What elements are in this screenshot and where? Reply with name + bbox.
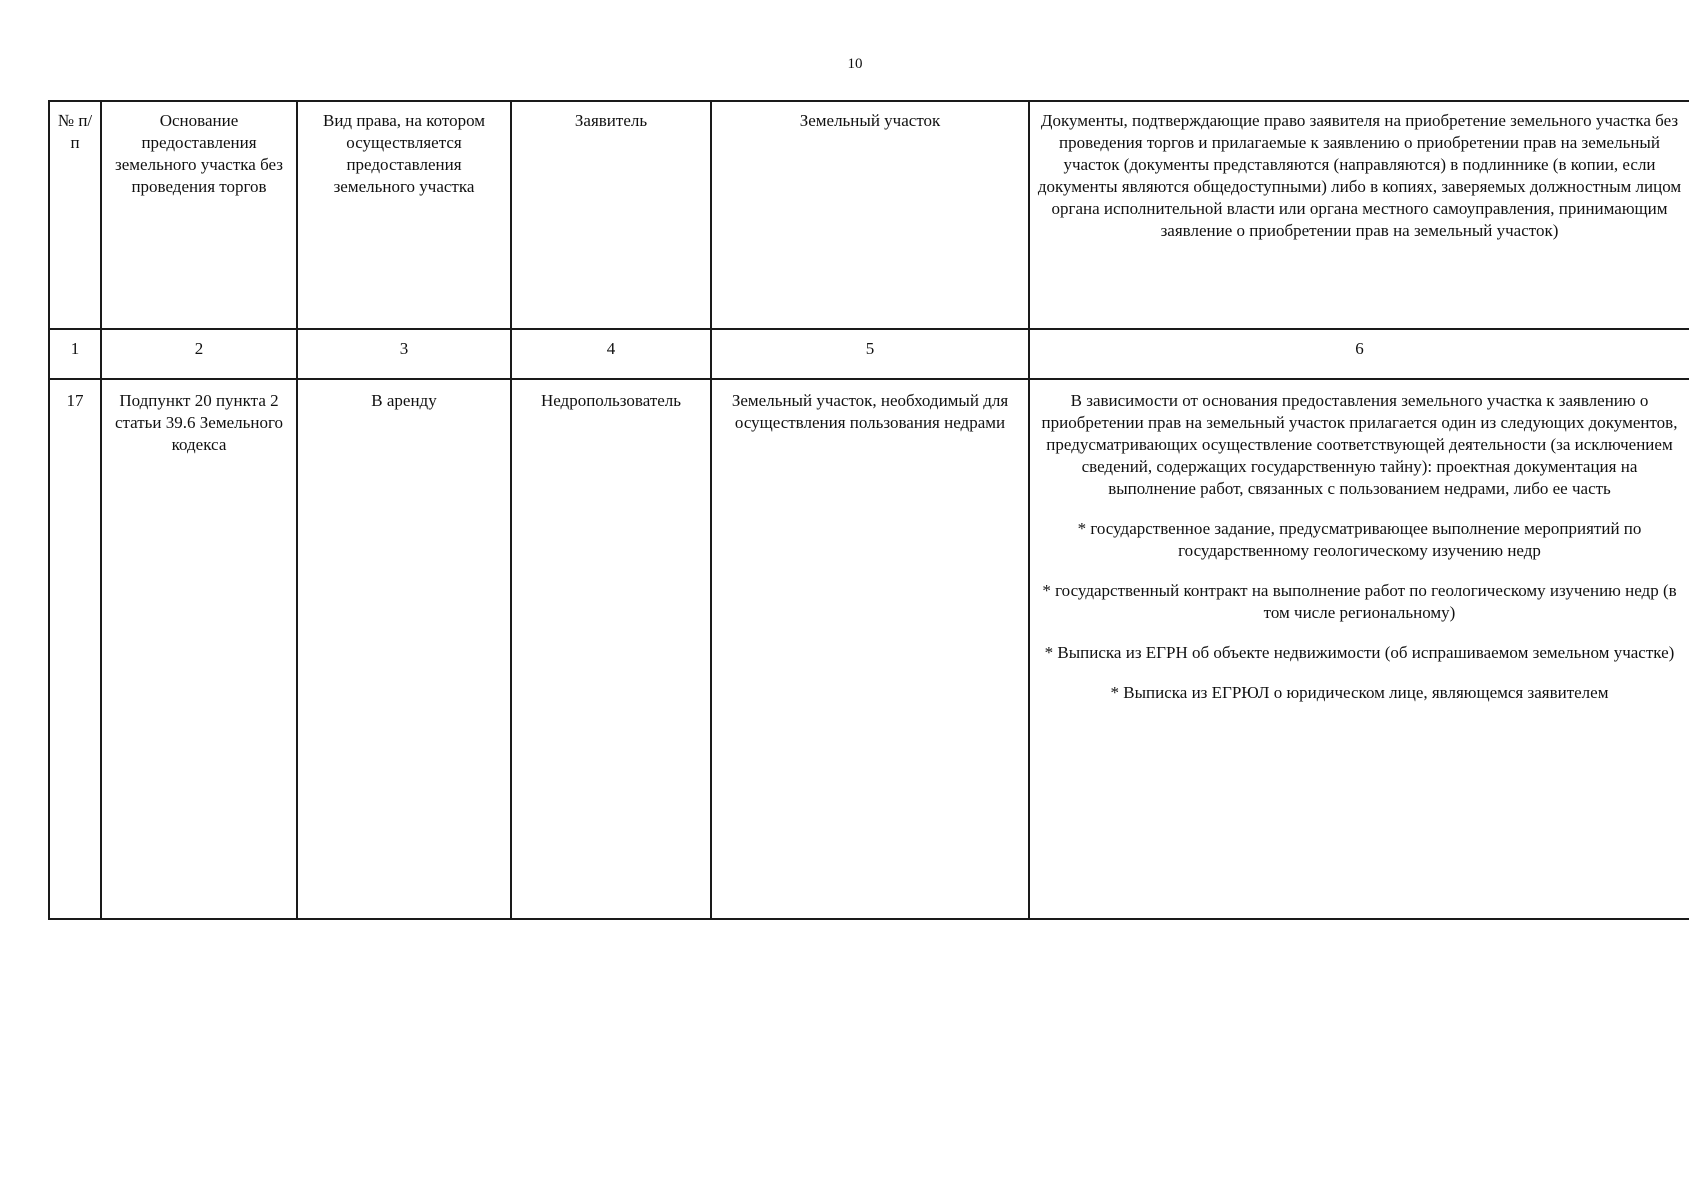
row-documents [1029,379,1689,919]
column-number: 2 [101,329,297,379]
document-item: * государственный контракт на выполнение работ по геологическому изучению недр (в том числе региональному) [1042,581,1677,622]
document-item: * государственное задание, предусматривающее выполнение мероприятий по государственному геологическому изучению недр [1077,519,1642,560]
header-number: № п/п [49,101,101,329]
table-row [49,379,1689,919]
column-number: 3 [297,329,511,379]
row-land-plot: Земельный участок, необходимый для осуществления пользования недрами [711,379,1029,919]
row-basis: Подпункт 20 пункта 2 статьи 39.6 Земельного кодекса [101,379,297,919]
column-number: 5 [711,329,1029,379]
column-number: 1 [49,329,101,379]
column-number: 4 [511,329,711,379]
header-land-plot: Земельный участок [711,101,1029,329]
column-number: 6 [1029,329,1689,379]
page-number: 10 [847,56,863,72]
row-number: 17 [49,379,101,919]
header-right-type: Вид права, на котором осуществляется предоставления земельного участка [297,101,511,329]
document-intro: В зависимости от основания предоставления земельного участка к заявлению о приобретении прав на земельный участок прилагается один из следующих документов, предусматривающих осуществление соответствующей деятельности (за исключением сведений, содержащих государственную тайну): проектная документация на выполнение работ, связанных с пользованием недрами, либо ее часть [1041,391,1678,498]
header-documents: Документы, подтверждающие право заявителя на приобретение земельного участка без проведения торгов и прилагаемые к заявлению о приобретении прав на земельный участок (документы представляются (направляются) в подлиннике (в копии, если документы являются общедоступными) либо в копиях, заверяемых должностным лицом органа исполнительной власти или органа местного самоуправления, принимающим заявление о приобретении прав на земельный участок) [1029,101,1689,329]
row-right-type: В аренду [297,379,511,919]
row-applicant: Недропользователь [511,379,711,919]
header-row [49,101,1689,329]
header-applicant: Заявитель [511,101,711,329]
document-item: * Выписка из ЕГРЮЛ о юридическом лице, являющемся заявителем [1110,683,1609,702]
document-item: * Выписка из ЕГРН об объекте недвижимости (об испрашиваемом земельном участке) [1044,643,1675,662]
header-basis: Основание предоставления земельного участка без проведения торгов [101,101,297,329]
documents-table [48,100,1689,920]
column-number-row [49,329,1689,379]
